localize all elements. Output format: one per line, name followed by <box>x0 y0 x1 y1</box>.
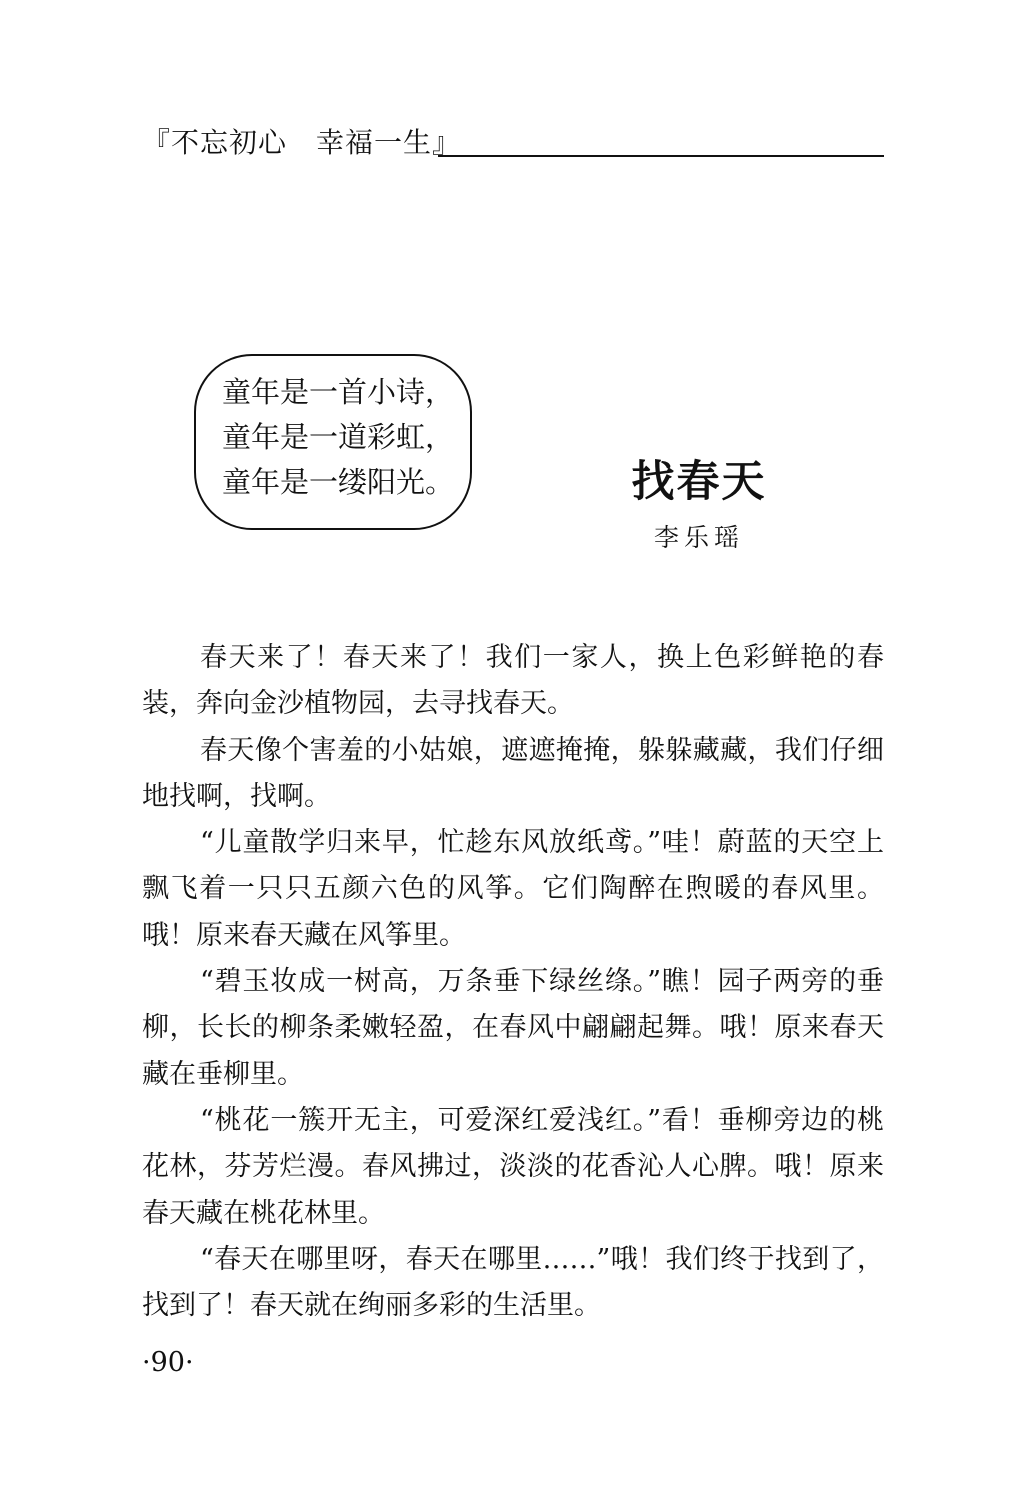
paragraph: “桃花一簇开无主，可爱深红爱浅红。”看！垂柳旁边的桃花林，芬芳烂漫。春风拂过，淡淡的花香沁人心脾。哦！原来春天藏在桃花林里。 <box>142 1104 884 1229</box>
paragraph: “春天在哪里呀，春天在哪里……”哦！我们终于找到了，找到了！春天就在绚丽多彩的生活里。 <box>142 1243 884 1322</box>
paragraph: “碧玉妆成一树高，万条垂下绿丝绦。”瞧！园子两旁的垂柳，长长的柳条柔嫩轻盈，在春风中翩翩起舞。哦！原来春天藏在垂柳里。 <box>142 966 884 1090</box>
header-rule <box>438 155 884 157</box>
paragraph: “儿童散学归来早，忙趁东风放纸鸢。”哇！蔚蓝的天空上飘飞着一只只五颜六色的风筝。它们陶醉在煦暖的春风里。哦！原来春天藏在风筝里。 <box>142 827 884 951</box>
running-header <box>142 124 884 164</box>
paragraph: 春天来了！春天来了！我们一家人，换上色彩鲜艳的春装，奔向金沙植物园，去寻找春天。 <box>142 642 884 720</box>
page-number: ·90· <box>142 1347 194 1378</box>
poem-line: 童年是一道彩虹， <box>222 420 455 454</box>
article-title: 找春天 <box>631 457 767 507</box>
paragraph: 春天像个害羞的小姑娘，遮遮掩掩，躲躲藏藏，我们仔细地找啊，找啊。 <box>142 734 884 812</box>
poem-line: 童年是一缕阳光。 <box>222 465 455 499</box>
book-title: 『不忘初心 幸福一生』 <box>142 126 462 159</box>
article-author: 李乐瑶 <box>653 523 744 552</box>
poem-bubble <box>194 354 472 530</box>
poem-line: 童年是一首小诗， <box>222 375 455 409</box>
article-body <box>142 635 884 1329</box>
